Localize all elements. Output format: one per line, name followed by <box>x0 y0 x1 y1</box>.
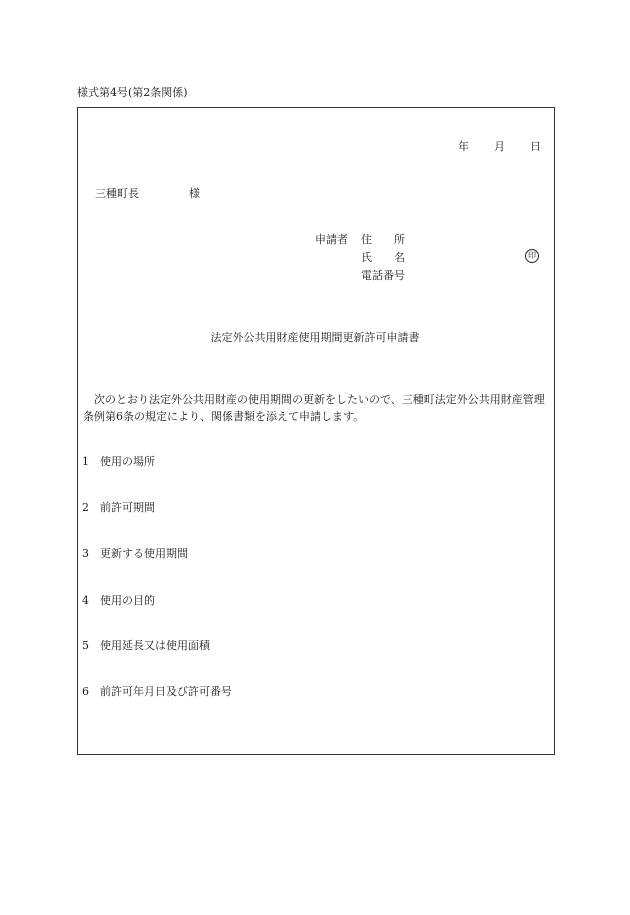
item-label: 前許可期間 <box>100 501 155 514</box>
month-label: 月 <box>494 140 505 153</box>
addressee-name: 三種町長 <box>95 187 139 200</box>
list-item <box>82 639 210 653</box>
item-label: 前許可年月日及び許可番号 <box>100 685 232 698</box>
form-number-label: 様式第4号(第2条関係) <box>77 86 188 99</box>
phone-label: 電話番号 <box>361 269 405 282</box>
applicant-heading: 申請者 <box>315 233 348 246</box>
list-item <box>82 501 155 515</box>
addressee-honorific: 様 <box>189 187 200 200</box>
body-text: 次のとおり法定外公共用財産の使用期間の更新をしたいので、三種町法定外公共用財産管理条例第6条の規定により、関係書類を添えて申請します。 <box>83 393 545 423</box>
item-label: 更新する使用期間 <box>100 547 188 560</box>
item-number: 6 <box>82 685 89 698</box>
list-item <box>82 547 188 561</box>
item-number: 3 <box>82 547 89 560</box>
year-label: 年 <box>458 140 469 153</box>
day-label: 日 <box>530 140 541 153</box>
form-frame <box>77 107 555 755</box>
body-paragraph <box>83 391 551 425</box>
list-item <box>82 594 155 608</box>
address-label: 住 所 <box>361 233 405 246</box>
seal-mark: 印 <box>525 249 539 263</box>
item-number: 5 <box>82 639 89 652</box>
item-label: 使用延長又は使用面積 <box>100 639 210 652</box>
document-title: 法定外公共用財産使用期間更新許可申請書 <box>210 331 420 344</box>
item-number: 1 <box>82 455 89 468</box>
item-number: 2 <box>82 501 89 514</box>
item-number: 4 <box>82 594 89 607</box>
name-label: 氏 名 <box>361 251 405 264</box>
item-label: 使用の場所 <box>100 455 155 468</box>
list-item <box>82 685 232 699</box>
item-label: 使用の目的 <box>100 594 155 607</box>
list-item <box>82 455 155 469</box>
